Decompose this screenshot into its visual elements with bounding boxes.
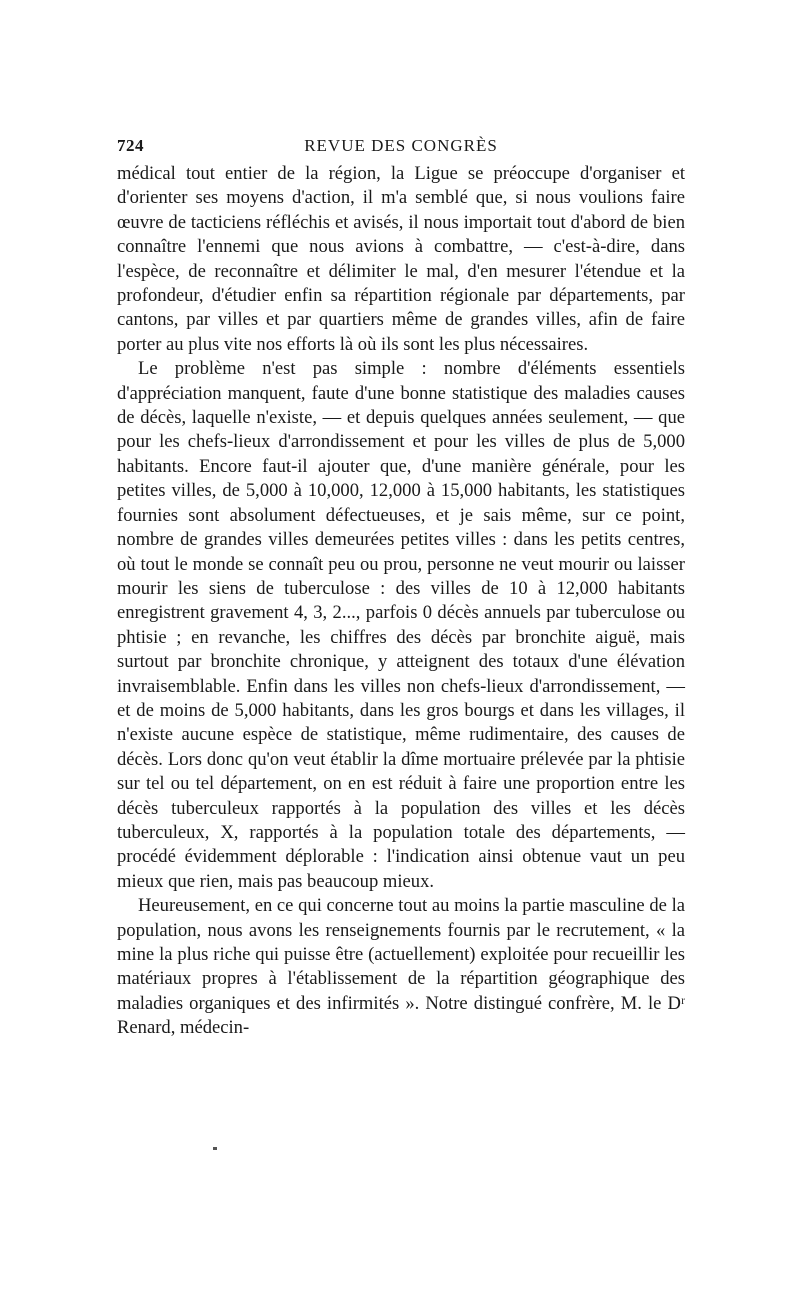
paragraph-statistics: Le problème n'est pas simple : nombre d'éléments essentiels d'appréciation manquent, faute d'une bonne statistique des maladies causes de décès, laquelle n'existe, — et depuis quelques années seulement, — que pour les chefs-lieux d'arrondissement et pour les villes de plus de 5,000 habitants. Encore faut-il ajouter que, d'une manière générale, pour les petites villes, de 5,000 à 10,000, 12,000 à 15,000 habitants, les statistiques fournies sont absolument défectueuses, et je sais même, sur ce point, nombre de grandes villes demeurées petites villes : dans les petits centres, où tout le monde se connaît peu ou prou, personne ne veut mourir ou laisser mourir les siens de tuberculose : des villes de 10 à 12,000 habitants enregistrent gravement 4, 3, 2..., parfois 0 décès annuels par tuberculose ou phtisie ; en revanche, les chiffres des décès par bronchite aiguë, mais surtout par bronchite chronique, y atteignent des totaux d'une élévation invraisemblable. Enfin dans les villes non chefs-lieux d'arrondissement, — et de moins de 5,000 habitants, dans les gros bourgs et dans les villages, il n'existe aucune espèce de statistique, même rudimentaire, des causes de décès. Lors donc qu'on veut établir la dîme mortuaire prélevée par la phtisie sur tel ou tel département, on en est réduit à faire une proportion entre les décès tuberculeux rapportés à la population des villes et les décès tuberculeux, X, rapportés à la population totale des départements, — procédé évidemment déplorable : l'indication ainsi obtenue vaut un peu mieux que rien, mais pas beaucoup mieux. [117,358,685,892]
running-title: REVUE DES CONGRÈS [304,136,498,155]
paragraph-recruitment: Heureusement, en ce qui concerne tout au moins la partie masculine de la population, nous avons les renseignements fournis par le recrutement, « la mine la plus riche qui puisse être (actuellement) exploitée pour recueillir les matériaux propres à l'établissement de la répartition géographique des maladies organiques et des infirmités ». Notre distingué confrère, M. le Dʳ Renard, médecin- [117,895,685,1039]
running-header [117,136,685,162]
page-number: 724 [117,136,144,155]
body-text [117,162,685,1041]
print-speck [213,1147,217,1150]
paragraph-continued: médical tout entier de la région, la Ligue se préoccupe d'organiser et d'orienter ses moyens d'action, il m'a semblé que, si nous voulions faire œuvre de tacticiens réfléchis et avisés, il nous importait tout d'abord de bien connaître l'ennemi que nous avions à combattre, — c'est-à-dire, dans l'espèce, de reconnaître et délimiter le mal, d'en mesurer l'étendue et la profondeur, d'étudier enfin sa répartition régionale par départements, par cantons, par villes et par quartiers même de grandes villes, afin de faire porter au plus vite nos efforts là où ils sont les plus nécessaires. [117,163,685,355]
book-page [117,136,685,1041]
